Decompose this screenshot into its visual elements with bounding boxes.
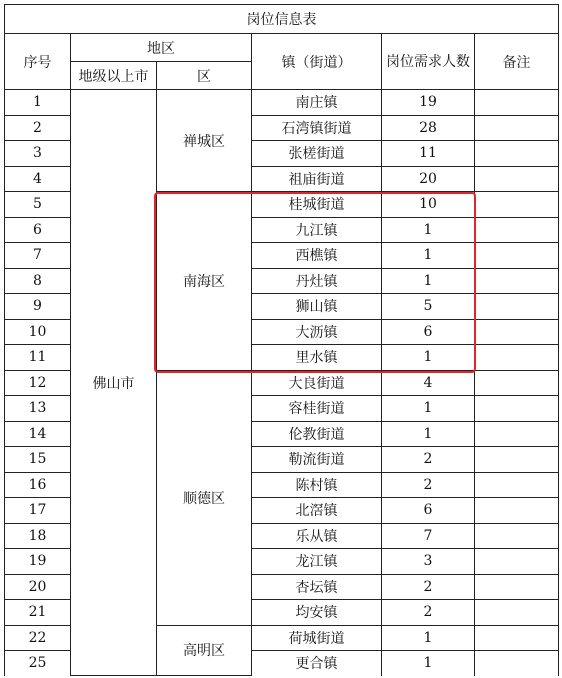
cell-seq: 7 xyxy=(5,243,71,269)
cell-town: 祖庙街道 xyxy=(252,166,382,192)
cell-seq: 20 xyxy=(5,574,71,600)
cell-seq: 1 xyxy=(5,90,71,116)
cell-town: 大沥镇 xyxy=(252,319,382,345)
cell-demand: 19 xyxy=(382,90,475,116)
cell-remark xyxy=(475,625,559,651)
table-title: 岗位信息表 xyxy=(5,5,559,34)
cell-seq: 19 xyxy=(5,549,71,575)
cell-remark xyxy=(475,651,559,676)
cell-seq: 18 xyxy=(5,523,71,549)
cell-district: 高明区 xyxy=(157,625,252,676)
cell-demand: 2 xyxy=(382,574,475,600)
cell-town: 狮山镇 xyxy=(252,294,382,320)
cell-remark xyxy=(475,268,559,294)
cell-town: 均安镇 xyxy=(252,600,382,626)
cell-town: 大良街道 xyxy=(252,370,382,396)
cell-town: 杏坛镇 xyxy=(252,574,382,600)
cell-remark xyxy=(475,243,559,269)
cell-remark xyxy=(475,447,559,473)
header-demand: 岗位需求人数 xyxy=(382,34,475,90)
cell-demand: 1 xyxy=(382,268,475,294)
cell-seq: 10 xyxy=(5,319,71,345)
cell-remark xyxy=(475,370,559,396)
cell-seq: 11 xyxy=(5,345,71,371)
cell-town: 石湾镇街道 xyxy=(252,115,382,141)
cell-remark xyxy=(475,192,559,218)
cell-seq: 21 xyxy=(5,600,71,626)
cell-demand: 2 xyxy=(382,472,475,498)
cell-town: 更合镇 xyxy=(252,651,382,676)
cell-remark xyxy=(475,472,559,498)
cell-seq: 6 xyxy=(5,217,71,243)
cell-demand: 7 xyxy=(382,523,475,549)
cell-town: 里水镇 xyxy=(252,345,382,371)
cell-seq: 9 xyxy=(5,294,71,320)
cell-demand: 2 xyxy=(382,447,475,473)
header-remark: 备注 xyxy=(475,34,559,90)
cell-remark xyxy=(475,90,559,116)
cell-demand: 2 xyxy=(382,600,475,626)
cell-demand: 1 xyxy=(382,345,475,371)
header-region: 地区 xyxy=(71,34,252,62)
cell-seq: 5 xyxy=(5,192,71,218)
cell-seq: 25 xyxy=(5,651,71,676)
cell-demand: 6 xyxy=(382,498,475,524)
cell-town: 丹灶镇 xyxy=(252,268,382,294)
cell-town: 桂城街道 xyxy=(252,192,382,218)
cell-demand: 1 xyxy=(382,651,475,676)
cell-remark xyxy=(475,396,559,422)
cell-town: 勒流街道 xyxy=(252,447,382,473)
cell-city: 佛山市 xyxy=(71,90,157,676)
cell-town: 九江镇 xyxy=(252,217,382,243)
table-row xyxy=(5,90,559,116)
header-town: 镇（街道） xyxy=(252,34,382,90)
cell-demand: 1 xyxy=(382,217,475,243)
cell-seq: 4 xyxy=(5,166,71,192)
header-city: 地级以上市 xyxy=(71,62,157,90)
cell-remark xyxy=(475,549,559,575)
cell-seq: 16 xyxy=(5,472,71,498)
cell-district: 顺德区 xyxy=(157,370,252,625)
cell-town: 陈村镇 xyxy=(252,472,382,498)
cell-district: 南海区 xyxy=(157,192,252,371)
cell-remark xyxy=(475,574,559,600)
cell-demand: 1 xyxy=(382,396,475,422)
cell-demand: 5 xyxy=(382,294,475,320)
cell-remark xyxy=(475,498,559,524)
cell-demand: 4 xyxy=(382,370,475,396)
job-info-table xyxy=(4,4,559,676)
cell-demand: 1 xyxy=(382,243,475,269)
cell-district: 禅城区 xyxy=(157,90,252,192)
cell-seq: 2 xyxy=(5,115,71,141)
cell-seq: 3 xyxy=(5,141,71,167)
cell-remark xyxy=(475,421,559,447)
job-info-sheet xyxy=(4,4,559,676)
cell-remark xyxy=(475,166,559,192)
cell-seq: 13 xyxy=(5,396,71,422)
cell-seq: 14 xyxy=(5,421,71,447)
cell-town: 张槎街道 xyxy=(252,141,382,167)
cell-seq: 12 xyxy=(5,370,71,396)
cell-remark xyxy=(475,294,559,320)
cell-town: 荷城街道 xyxy=(252,625,382,651)
cell-remark xyxy=(475,319,559,345)
cell-town: 乐从镇 xyxy=(252,523,382,549)
cell-town: 北滘镇 xyxy=(252,498,382,524)
cell-demand: 3 xyxy=(382,549,475,575)
cell-town: 容桂街道 xyxy=(252,396,382,422)
cell-remark xyxy=(475,345,559,371)
cell-demand: 10 xyxy=(382,192,475,218)
cell-demand: 20 xyxy=(382,166,475,192)
cell-seq: 8 xyxy=(5,268,71,294)
header-seq: 序号 xyxy=(5,34,71,90)
cell-seq: 15 xyxy=(5,447,71,473)
cell-town: 龙江镇 xyxy=(252,549,382,575)
cell-remark xyxy=(475,600,559,626)
cell-seq: 22 xyxy=(5,625,71,651)
cell-town: 西樵镇 xyxy=(252,243,382,269)
cell-town: 伦教街道 xyxy=(252,421,382,447)
cell-remark xyxy=(475,141,559,167)
header-district: 区 xyxy=(157,62,252,90)
cell-town: 南庄镇 xyxy=(252,90,382,116)
cell-demand: 28 xyxy=(382,115,475,141)
cell-demand: 1 xyxy=(382,421,475,447)
cell-seq: 17 xyxy=(5,498,71,524)
cell-demand: 1 xyxy=(382,625,475,651)
cell-remark xyxy=(475,523,559,549)
cell-remark xyxy=(475,115,559,141)
cell-demand: 11 xyxy=(382,141,475,167)
cell-remark xyxy=(475,217,559,243)
cell-demand: 6 xyxy=(382,319,475,345)
